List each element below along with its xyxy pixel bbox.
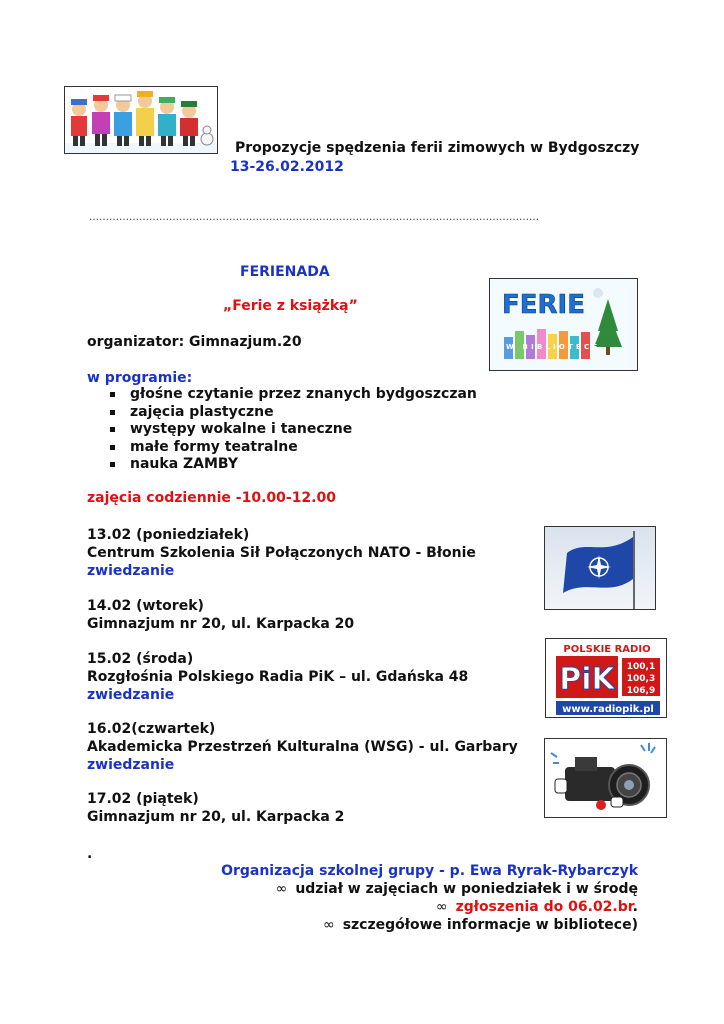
day-date: 13.02 (poniedziałek) — [87, 527, 250, 543]
day-place: Akademicka Przestrzeń Kulturalna (WSG) - ul. Garbary — [87, 739, 518, 755]
event-name: FERIENADA — [240, 264, 330, 280]
radio-freq: 100,3 — [626, 674, 656, 684]
list-item: zajęcia plastyczne — [106, 404, 477, 422]
ferie-logo-sub: W BIBLIOTECE — [506, 343, 601, 351]
day-note: zwiedzanie — [87, 563, 175, 579]
registration-deadline: zgłoszenia do 06.02.br — [455, 899, 633, 915]
day-place: Gimnazjum nr 20, ul. Karpacka 2 — [87, 809, 345, 825]
day-date: 15.02 (środa) — [87, 651, 194, 667]
radio-name: POLSKIE RADIO — [563, 644, 651, 655]
radio-freq: 106,9 — [626, 686, 656, 696]
day-place: Gimnazjum nr 20, ul. Karpacka 20 — [87, 616, 355, 632]
info-text-end: . — [632, 899, 638, 915]
radio-logo: PiK — [559, 662, 615, 697]
day-date: 16.02(czwartek) — [87, 721, 216, 737]
day-date: 14.02 (wtorek) — [87, 598, 204, 614]
ferie-logo-text: FERIE — [502, 290, 585, 320]
program-list — [106, 386, 477, 474]
date-range: 13-26.02.2012 — [230, 159, 344, 175]
info-text: szczegółowe informacje w bibliotece) — [342, 917, 638, 933]
daily-hours: zajęcia codziennie -10.00-12.00 — [87, 490, 336, 506]
day-note: zwiedzanie — [87, 757, 175, 773]
kids-clipart — [64, 86, 218, 154]
ferie-logo — [489, 278, 638, 371]
separator-line: ……………………………………………………………………………………………………………………… — [89, 212, 539, 223]
info-text: udział w zajęciach w poniedziałek i w środę — [295, 881, 638, 897]
info-line-3 — [323, 917, 638, 933]
day-note: zwiedzanie — [87, 687, 175, 703]
radio-url: www.radiopik.pl — [562, 704, 654, 715]
page-title: Propozycje spędzenia ferii zimowych w Bydgoszczy — [235, 140, 640, 156]
infinity-bullet-icon: ∞ — [435, 899, 448, 915]
info-line-2 — [436, 899, 638, 915]
radio-freq: 100,1 — [626, 662, 656, 672]
list-item: nauka ZAMBY — [106, 456, 477, 474]
infinity-bullet-icon: ∞ — [323, 917, 335, 933]
day-place: Centrum Szkolenia Sił Połączonych NATO - Błonie — [87, 545, 476, 561]
camera-clipart — [544, 738, 667, 818]
list-item: głośne czytanie przez znanych bydgoszczan — [106, 386, 477, 404]
event-subtitle: „Ferie z książką” — [223, 298, 358, 314]
nato-flag-photo — [544, 526, 656, 610]
day-date: 17.02 (piątek) — [87, 791, 199, 807]
infinity-bullet-icon: ∞ — [275, 881, 288, 897]
radio-pik-logo — [545, 638, 667, 718]
program-label: w programie: — [87, 370, 193, 386]
organization-line: Organizacja szkolnej grupy - p. Ewa Ryrak-Rybarczyk — [221, 863, 638, 879]
list-item: małe formy teatralne — [106, 439, 477, 457]
organizer: organizator: Gimnazjum.20 — [87, 334, 302, 350]
list-item: występy wokalne i taneczne — [106, 421, 477, 439]
stray-dot: . — [87, 846, 93, 862]
day-place: Rozgłośnia Polskiego Radia PiK – ul. Gdańska 48 — [87, 669, 469, 685]
info-line-1 — [276, 881, 638, 897]
